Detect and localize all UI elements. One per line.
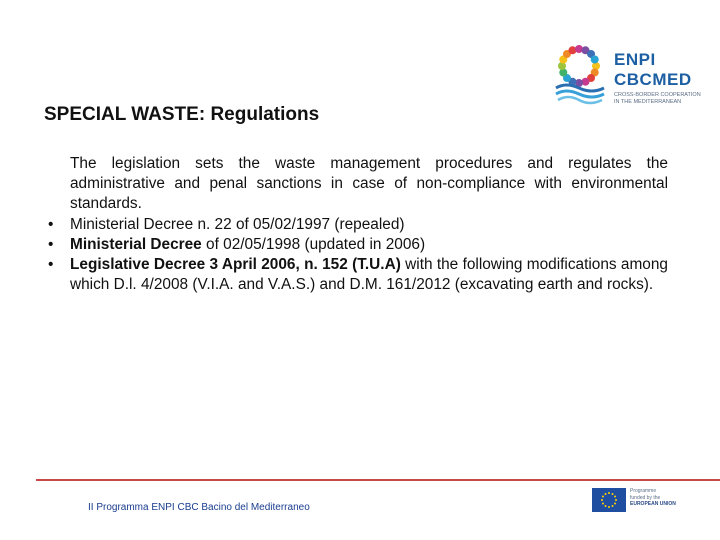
bullet-icon: • (48, 235, 54, 253)
regulation-list (48, 215, 668, 296)
enpi-cbcmed-logo (548, 36, 708, 120)
eu-star (601, 499, 603, 501)
eu-star (615, 499, 617, 501)
list-item (48, 255, 668, 295)
bullet-icon: • (48, 215, 54, 233)
sun-ray (591, 55, 599, 63)
eu-flag-icon (592, 488, 626, 512)
logo-enpi-text: ENPI (614, 50, 656, 69)
eu-line-1: Programme (630, 488, 657, 494)
slide-title: SPECIAL WASTE: Regulations (44, 104, 320, 125)
bullet-icon: • (48, 256, 54, 274)
logo-cbcmed-text: CBCMED (614, 70, 692, 89)
intro-paragraph: The legislation sets the waste management procedures and regulates the administrative and penal sanctions in case of non-compliance with environmental standards. (70, 155, 668, 213)
eu-star (614, 496, 616, 498)
list-item (48, 235, 668, 255)
eu-star (602, 503, 604, 505)
eu-star (614, 503, 616, 505)
eu-star (612, 493, 614, 495)
sun-logo-icon (548, 36, 610, 106)
list-item-text: with the following modifications among which D.l. 4/2008 (V.I.A. and V.A.S.) and D.M. 161/2012 (excavating earth and rocks). (70, 256, 668, 294)
list-item-text: Ministerial Decree n. 22 of 05/02/1997 (repealed) (70, 215, 405, 233)
eu-line-3: EUROPEAN UNION (630, 501, 676, 507)
list-item-bold: Legislative Decree 3 April 2006, n. 152 (T.U.A) (70, 256, 401, 274)
eu-star (608, 506, 610, 508)
eu-star (608, 492, 610, 494)
slide-body (48, 154, 668, 295)
eu-star (602, 496, 604, 498)
eu-star (605, 493, 607, 495)
eu-star (612, 505, 614, 507)
eu-star (605, 505, 607, 507)
list-item (48, 215, 668, 235)
eu-line-2: funded by the (630, 494, 661, 501)
footer-divider (36, 479, 720, 481)
list-item-text: of 02/05/1998 (updated in 2006) (201, 235, 426, 253)
list-item-bold: Ministerial Decree (70, 235, 202, 253)
footer-programme-text: II Programma ENPI CBC Bacino del Mediterraneo (88, 502, 310, 513)
eu-funding-text (630, 488, 700, 508)
logo-tagline: CROSS-BORDER COOPERATION IN THE MEDITERRANEAN (614, 92, 701, 105)
